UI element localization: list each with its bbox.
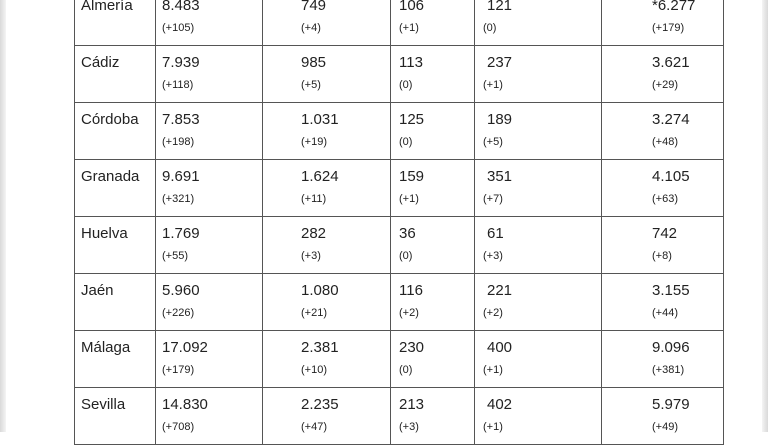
cell-value: 1.624 xyxy=(301,168,339,185)
cell-delta: (+1) xyxy=(483,364,503,376)
province-cell xyxy=(75,103,156,160)
data-cell xyxy=(602,217,724,274)
data-cell xyxy=(475,160,602,217)
cell-value: 221 xyxy=(487,282,513,299)
cell-delta: (+105) xyxy=(162,22,195,34)
cell-value: 7.939 xyxy=(162,54,200,71)
cell-value: 237 xyxy=(487,54,513,71)
cell-delta: (+118) xyxy=(162,79,194,91)
cell-delta: (+3) xyxy=(399,421,419,433)
cell-delta: (+708) xyxy=(162,421,195,433)
data-cell xyxy=(263,0,391,46)
cell-value: 1.031 xyxy=(301,111,339,128)
province-cell xyxy=(75,331,156,388)
cell-value: 4.105 xyxy=(652,168,690,185)
data-cell xyxy=(602,103,724,160)
cell-delta: (+19) xyxy=(301,136,327,148)
data-cell xyxy=(263,331,391,388)
data-cell xyxy=(602,160,724,217)
cell-value: 351 xyxy=(487,168,513,185)
cell-delta: (+381) xyxy=(652,364,685,376)
province-cell xyxy=(75,274,156,331)
data-cell xyxy=(475,388,602,445)
data-cell xyxy=(475,46,602,103)
data-cell xyxy=(602,46,724,103)
data-cell xyxy=(391,0,475,46)
data-cell xyxy=(475,217,602,274)
table-row xyxy=(75,217,724,274)
data-cell xyxy=(263,217,391,274)
cell-value: 9.691 xyxy=(162,168,200,185)
table-row xyxy=(75,388,724,445)
cell-value: 3.274 xyxy=(652,111,690,128)
cell-value: 116 xyxy=(399,282,423,299)
cell-delta: (+226) xyxy=(162,307,195,319)
province-name: Córdoba xyxy=(81,111,139,128)
province-cell xyxy=(75,46,156,103)
province-name: Granada xyxy=(81,168,140,185)
cell-delta: (+179) xyxy=(652,22,685,34)
data-cell xyxy=(156,160,263,217)
left-edge-shadow xyxy=(0,0,6,432)
cell-delta: (+3) xyxy=(301,250,321,262)
cell-value: 113 xyxy=(399,54,423,71)
data-cell xyxy=(602,388,724,445)
cell-value: 106 xyxy=(399,0,425,14)
cell-delta: (+2) xyxy=(399,307,419,319)
cell-value: 5.960 xyxy=(162,282,200,299)
data-cell xyxy=(475,0,602,46)
cell-delta: (+8) xyxy=(652,250,672,262)
cell-value: 985 xyxy=(301,54,327,71)
cell-delta: (+5) xyxy=(483,136,503,148)
cell-delta: (+63) xyxy=(652,193,678,205)
province-cell xyxy=(75,217,156,274)
data-cell xyxy=(475,274,602,331)
data-cell xyxy=(263,46,391,103)
cell-delta: (+1) xyxy=(483,79,503,91)
table-row xyxy=(75,103,724,160)
data-cell xyxy=(263,388,391,445)
cell-value: 5.979 xyxy=(652,396,690,413)
cell-delta: (+179) xyxy=(162,364,195,376)
data-cell xyxy=(602,0,724,46)
province-cell xyxy=(75,0,156,46)
cell-delta: (+2) xyxy=(483,307,503,319)
cell-delta: (+49) xyxy=(652,421,678,433)
right-edge-shadow xyxy=(762,0,768,432)
cell-value: 400 xyxy=(487,339,513,356)
data-cell xyxy=(391,46,475,103)
cell-value: 282 xyxy=(301,225,327,242)
data-cell xyxy=(391,388,475,445)
cell-delta: (+1) xyxy=(399,193,419,205)
cell-delta: (+10) xyxy=(301,364,327,376)
cell-value: 749 xyxy=(301,0,327,14)
cell-value: 7.853 xyxy=(162,111,200,128)
cell-value: *6.277 xyxy=(652,0,696,14)
cell-value: 36 xyxy=(399,225,416,242)
cell-delta: (0) xyxy=(399,364,413,376)
cell-value: 2.381 xyxy=(301,339,339,356)
cell-delta: (+7) xyxy=(483,193,503,205)
cell-value: 159 xyxy=(399,168,425,185)
cell-value: 61 xyxy=(487,225,504,242)
data-cell xyxy=(602,274,724,331)
table-row xyxy=(75,274,724,331)
province-name: Sevilla xyxy=(81,396,126,413)
province-cell xyxy=(75,160,156,217)
cell-value: 9.096 xyxy=(652,339,690,356)
table-row xyxy=(75,0,724,46)
cell-value: 189 xyxy=(487,111,513,128)
data-cell xyxy=(391,103,475,160)
province-cell xyxy=(75,388,156,445)
cell-delta: (0) xyxy=(399,250,413,262)
data-cell xyxy=(391,160,475,217)
cell-delta: (+21) xyxy=(301,307,327,319)
data-cell xyxy=(156,0,263,46)
cell-value: 1.769 xyxy=(162,225,200,242)
cell-delta: (0) xyxy=(483,22,497,34)
cell-delta: (+47) xyxy=(301,421,327,433)
cell-delta: (0) xyxy=(399,79,413,91)
province-name: Jaén xyxy=(81,282,114,299)
cell-value: 17.092 xyxy=(162,339,208,356)
data-cell xyxy=(263,103,391,160)
cell-value: 121 xyxy=(487,0,513,14)
cell-value: 8.483 xyxy=(162,0,200,14)
province-name: Cádiz xyxy=(81,54,120,71)
cell-value: 3.155 xyxy=(652,282,690,299)
cell-delta: (+48) xyxy=(652,136,678,148)
province-name: Almería xyxy=(81,0,133,14)
cell-delta: (0) xyxy=(399,136,413,148)
data-cell xyxy=(263,274,391,331)
cell-value: 1.080 xyxy=(301,282,339,299)
data-cell xyxy=(156,331,263,388)
data-cell xyxy=(475,331,602,388)
cell-value: 2.235 xyxy=(301,396,339,413)
cell-value: 14.830 xyxy=(162,396,208,413)
data-cell xyxy=(156,46,263,103)
data-cell xyxy=(391,217,475,274)
cell-value: 402 xyxy=(487,396,513,413)
data-cell xyxy=(475,103,602,160)
table-row xyxy=(75,331,724,388)
cell-value: 3.621 xyxy=(652,54,690,71)
data-cell xyxy=(602,331,724,388)
cell-value: 213 xyxy=(399,396,425,413)
data-cell xyxy=(391,274,475,331)
table-row xyxy=(75,46,724,103)
data-cell xyxy=(156,103,263,160)
cell-delta: (+4) xyxy=(301,22,321,34)
data-cell xyxy=(156,274,263,331)
province-name: Málaga xyxy=(81,339,131,356)
province-data-table xyxy=(74,0,724,445)
cell-delta: (+11) xyxy=(301,193,327,205)
cell-delta: (+321) xyxy=(162,193,195,205)
cell-delta: (+5) xyxy=(301,79,321,91)
data-cell xyxy=(156,388,263,445)
cell-delta: (+3) xyxy=(483,250,503,262)
data-cell xyxy=(156,217,263,274)
cell-delta: (+55) xyxy=(162,250,188,262)
cell-value: 125 xyxy=(399,111,425,128)
data-cell xyxy=(263,160,391,217)
province-name: Huelva xyxy=(81,225,128,242)
cell-delta: (+198) xyxy=(162,136,195,148)
data-cell xyxy=(391,331,475,388)
cell-delta: (+1) xyxy=(483,421,503,433)
cell-delta: (+44) xyxy=(652,307,678,319)
table-row xyxy=(75,160,724,217)
cell-value: 230 xyxy=(399,339,425,356)
cell-delta: (+1) xyxy=(399,22,419,34)
cell-value: 742 xyxy=(652,225,678,242)
cell-delta: (+29) xyxy=(652,79,678,91)
